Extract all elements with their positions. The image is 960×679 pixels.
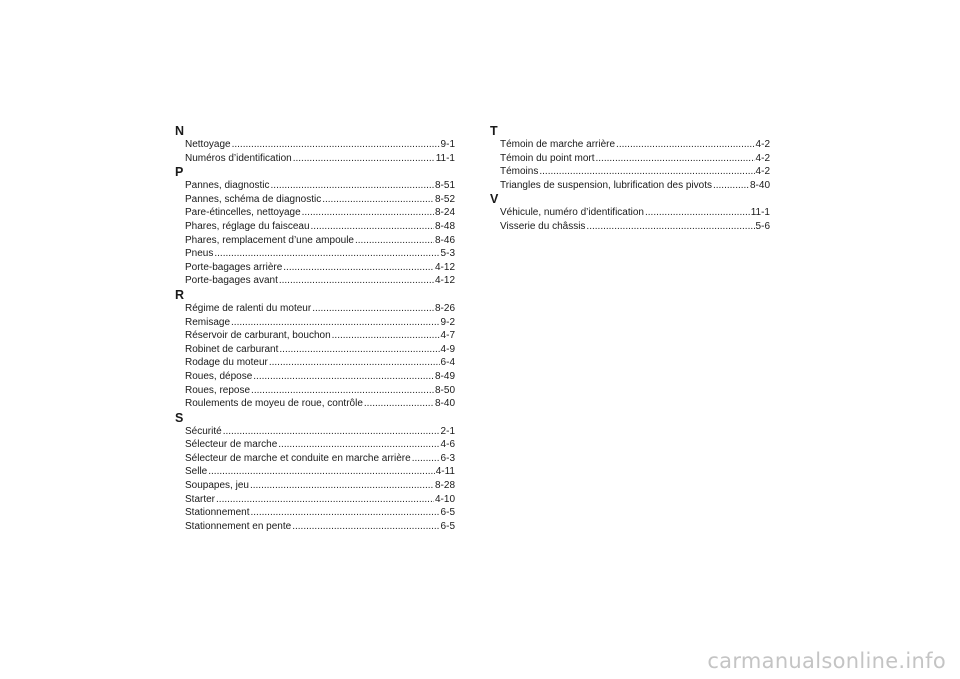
- entry-page-number: 8-48: [434, 220, 455, 232]
- index-entry: [185, 302, 455, 316]
- entry-label: Rodage du moteur: [185, 357, 268, 369]
- index-entry: [185, 138, 455, 152]
- index-entry: [500, 165, 770, 179]
- index-entry: [185, 520, 455, 534]
- entry-label: Nettoyage: [185, 139, 231, 150]
- entry-page-number: 6-5: [440, 507, 455, 519]
- entry-label: Porte-bagages avant: [185, 275, 278, 287]
- section-letter: N: [175, 124, 185, 138]
- dot-leader: [251, 384, 434, 398]
- index-column-left: [175, 124, 455, 533]
- entry-page-number: 4-2: [755, 152, 770, 164]
- entry-label: Porte-bagages arrière: [185, 261, 283, 273]
- dot-leader: [311, 220, 434, 234]
- entry-label: Témoin du point mort: [500, 152, 595, 164]
- dot-leader: [645, 206, 750, 220]
- entry-page-number: 8-46: [434, 234, 455, 246]
- dot-leader: [208, 465, 434, 479]
- entry-page-number: 4-2: [755, 139, 770, 150]
- entry-label: Visserie du châssis: [500, 220, 586, 232]
- index-entry: [500, 138, 770, 152]
- entry-page-number: 9-1: [440, 139, 455, 150]
- dot-leader: [232, 138, 440, 152]
- entry-label: Soupapes, jeu: [185, 480, 249, 492]
- index-entry: [185, 193, 455, 207]
- entry-label: Selle: [185, 466, 208, 478]
- entry-label: Sélecteur de marche: [185, 439, 278, 451]
- dot-leader: [539, 165, 754, 179]
- index-section: [175, 124, 455, 165]
- index-entry: [185, 220, 455, 234]
- entry-page-number: 4-9: [440, 343, 455, 355]
- entry-label: Régime de ralenti du moteur: [185, 302, 312, 314]
- index-entry: [500, 152, 770, 166]
- index-section: [490, 192, 770, 233]
- index-entry: [185, 384, 455, 398]
- dot-leader: [364, 397, 434, 411]
- entry-page-number: 8-51: [434, 180, 455, 192]
- index-entries: [175, 302, 455, 411]
- index-entry: [185, 465, 455, 479]
- entry-label: Roues, repose: [185, 384, 251, 396]
- dot-leader: [223, 425, 440, 439]
- entry-label: Numéros d’identification: [185, 152, 292, 164]
- entry-label: Roues, dépose: [185, 370, 253, 382]
- entry-label: Sécurité: [185, 425, 222, 437]
- section-letter: R: [175, 287, 185, 302]
- entry-label: Véhicule, numéro d’identification: [500, 207, 644, 219]
- dot-leader: [279, 274, 434, 288]
- dot-leader: [283, 261, 434, 275]
- dot-leader: [278, 438, 439, 452]
- dot-leader: [214, 247, 439, 261]
- entry-label: Pannes, schéma de diagnostic: [185, 193, 322, 205]
- dot-leader: [322, 193, 434, 207]
- entry-label: Phares, remplacement d’une ampoule: [185, 234, 354, 246]
- entry-label: Remisage: [185, 316, 231, 328]
- index-entries: [175, 179, 455, 288]
- index-entry: [185, 343, 455, 357]
- dot-leader: [216, 493, 434, 507]
- entry-page-number: 5-6: [755, 220, 770, 232]
- index-entry: [185, 370, 455, 384]
- index-entry: [500, 206, 770, 220]
- entry-label: Triangles de suspension, lubrification des pivots: [500, 179, 712, 191]
- index-entry: [500, 220, 770, 234]
- entry-page-number: 6-4: [440, 357, 455, 369]
- entry-page-number: 8-26: [434, 302, 455, 314]
- index-entry: [185, 234, 455, 248]
- dot-leader: [251, 506, 440, 520]
- index-entry: [185, 397, 455, 411]
- entry-label: Sélecteur de marche et conduite en marche arrière: [185, 452, 411, 464]
- entry-label: Pare-étincelles, nettoyage: [185, 207, 301, 219]
- dot-leader: [269, 356, 440, 370]
- entry-page-number: 4-7: [440, 330, 455, 342]
- entry-label: Stationnement: [185, 507, 250, 519]
- entry-label: Témoins: [500, 166, 539, 178]
- dot-leader: [253, 370, 434, 384]
- index-entry: [185, 329, 455, 343]
- index-entry: [185, 274, 455, 288]
- index-entry: [185, 438, 455, 452]
- entry-page-number: 8-28: [434, 480, 455, 492]
- entry-label: Réservoir de carburant, bouchon: [185, 330, 331, 342]
- index-entry: [185, 179, 455, 193]
- entry-page-number: 5-3: [440, 248, 455, 260]
- entry-page-number: 8-52: [434, 193, 455, 205]
- entry-page-number: 6-5: [440, 520, 455, 532]
- section-letter: T: [490, 124, 498, 138]
- dot-leader: [412, 452, 440, 466]
- entry-label: Phares, réglage du faisceau: [185, 220, 310, 232]
- index-entries: [175, 425, 455, 534]
- index-entry: [185, 493, 455, 507]
- section-letter: S: [175, 410, 184, 425]
- entry-label: Starter: [185, 493, 216, 505]
- entry-page-number: 4-2: [755, 166, 770, 178]
- entry-page-number: 9-2: [440, 316, 455, 328]
- entry-page-number: 8-24: [434, 207, 455, 219]
- dot-leader: [312, 302, 434, 316]
- dot-leader: [332, 329, 440, 343]
- dot-leader: [231, 316, 440, 330]
- index-entry: [185, 206, 455, 220]
- index-section: [175, 288, 455, 411]
- index-entries: [490, 206, 770, 233]
- entry-page-number: 8-40: [434, 398, 455, 410]
- index-entry: [185, 152, 455, 166]
- index-entry: [185, 356, 455, 370]
- index-entries: [175, 138, 455, 165]
- dot-leader: [250, 479, 434, 493]
- index-entry: [185, 452, 455, 466]
- entry-label: Stationnement en pente: [185, 520, 292, 532]
- index-entry: [185, 425, 455, 439]
- index-entry: [185, 506, 455, 520]
- index-entry: [500, 179, 770, 193]
- entry-label: Robinet de carburant: [185, 343, 279, 355]
- section-letter: V: [490, 192, 499, 207]
- index-section: [490, 124, 770, 192]
- dot-leader: [292, 520, 439, 534]
- section-letter: P: [175, 165, 184, 180]
- index-section: [175, 411, 455, 534]
- entry-label: Pneus: [185, 248, 214, 260]
- index-section: [175, 165, 455, 288]
- entry-page-number: 8-49: [434, 370, 455, 382]
- entry-page-number: 2-1: [440, 425, 455, 437]
- index-column-right: [490, 124, 770, 234]
- entry-page-number: 4-11: [435, 466, 455, 478]
- entry-page-number: 11-1: [435, 152, 455, 164]
- dot-leader: [586, 220, 754, 234]
- entry-page-number: 4-12: [434, 275, 455, 287]
- dot-leader: [302, 206, 434, 220]
- entry-page-number: 4-12: [434, 261, 455, 273]
- dot-leader: [355, 234, 434, 248]
- dot-leader: [271, 179, 434, 193]
- entry-page-number: 4-6: [440, 439, 455, 451]
- watermark: carmanualsonline.info: [707, 649, 946, 673]
- dot-leader: [616, 138, 755, 152]
- entry-page-number: 11-1: [750, 207, 770, 219]
- entry-page-number: 8-50: [434, 384, 455, 396]
- entry-label: Pannes, diagnostic: [185, 180, 270, 192]
- index-entries: [490, 138, 770, 192]
- index-entry: [185, 247, 455, 261]
- dot-leader: [596, 152, 755, 166]
- entry-label: Témoin de marche arrière: [500, 139, 616, 150]
- index-entry: [185, 479, 455, 493]
- entry-page-number: 6-3: [440, 452, 455, 464]
- dot-leader: [279, 343, 439, 357]
- entry-label: Roulements de moyeu de roue, contrôle: [185, 398, 363, 410]
- dot-leader: [713, 179, 749, 193]
- entry-page-number: 8-40: [749, 179, 770, 191]
- index-entry: [185, 261, 455, 275]
- entry-page-number: 4-10: [434, 493, 455, 505]
- index-entry: [185, 316, 455, 330]
- dot-leader: [293, 152, 435, 166]
